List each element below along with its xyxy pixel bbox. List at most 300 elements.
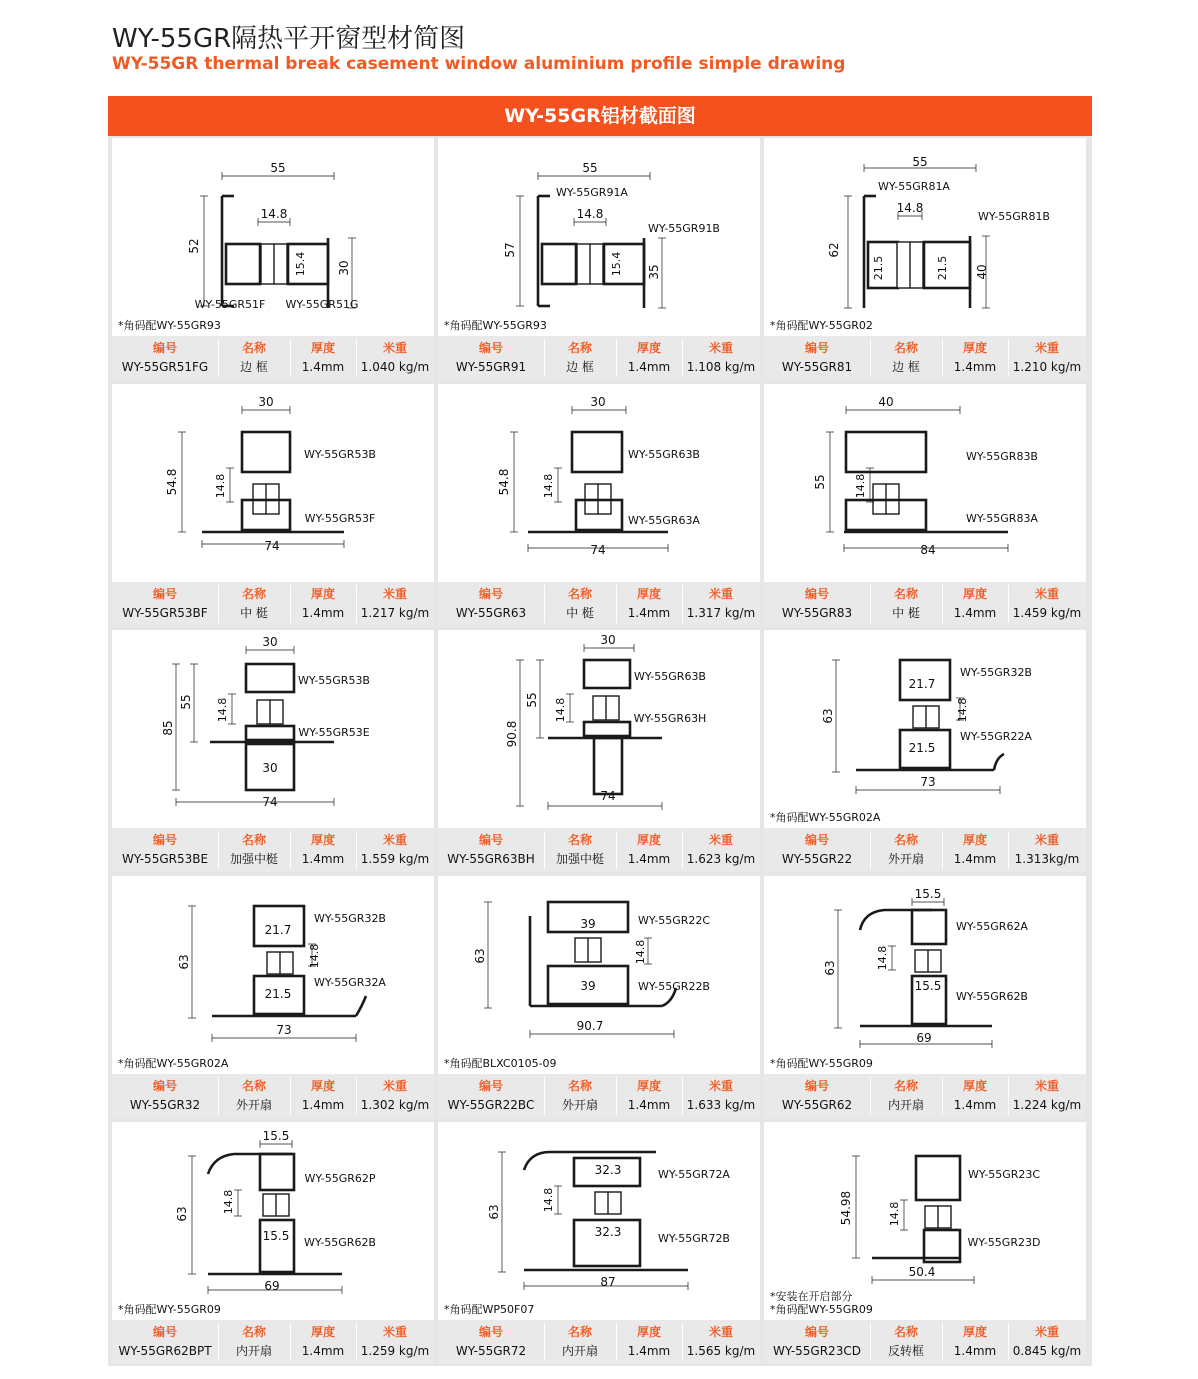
dim-label: 69 [264,1279,280,1293]
dim-label: 57 [503,242,517,258]
spec-header: 名称 [893,1079,918,1093]
spec-column-name [218,336,290,380]
spec-value: 边 框 [892,360,920,374]
dim-label: 14.8 [576,207,604,221]
spec-column-thickness [942,1320,1008,1364]
spec-header: 名称 [241,341,266,355]
spec-header: 厚度 [636,833,661,847]
spec-table [764,828,1086,872]
spec-header: 名称 [567,1079,592,1093]
spec-value: 1.217 kg/m [360,606,430,620]
dim-label: 84 [920,543,936,557]
dim-label: 30 [262,761,278,775]
spec-divider [356,585,357,623]
spec-column-weight [1008,336,1086,380]
spec-value: WY-55GR62 [781,1098,853,1112]
spec-column-weight [682,1320,760,1364]
spec-table [112,1074,434,1118]
spec-divider [218,1077,219,1115]
spec-column-weight [682,336,760,380]
spec-value: 1.4mm [953,852,997,866]
part-label: WY-55GR83B [966,450,1038,463]
spec-header: 编号 [478,341,503,355]
profile-section-drawing [764,630,1086,820]
dim-label: 54.8 [165,468,179,496]
spec-value: 1.459 kg/m [1012,606,1082,620]
profile-note: *角码配WY-55GR02A [118,1057,229,1070]
spec-header: 名称 [893,1325,918,1339]
dim-label: 14.8 [308,943,321,969]
spec-header: 编号 [804,1325,829,1339]
spec-header: 米重 [1034,1079,1059,1093]
spec-value: 外开扇 [561,1098,598,1112]
dim-label: 90.8 [505,720,519,748]
spec-column-code [112,828,218,872]
spec-column-code [764,582,870,626]
profile-card [438,138,760,380]
spec-header: 厚度 [636,1079,661,1093]
spec-divider [544,585,545,623]
spec-divider [682,1077,683,1115]
dim-label: 50.4 [908,1265,936,1279]
spec-value: 1.4mm [301,852,345,866]
part-label: WY-55GR63H [633,712,707,725]
spec-value: 1.4mm [627,606,671,620]
spec-header: 厚度 [310,341,335,355]
spec-column-weight [356,582,434,626]
spec-header: 编号 [804,341,829,355]
dim-label: 14.8 [222,1189,235,1215]
dim-label: 35 [647,264,661,280]
spec-header: 米重 [1034,1325,1059,1339]
spec-divider [870,585,871,623]
spec-value: 1.4mm [953,1344,997,1358]
spec-column-weight [682,1074,760,1118]
dim-label: 55 [582,161,598,175]
spec-column-thickness [616,828,682,872]
spec-column-code [764,336,870,380]
spec-table [112,1320,434,1364]
spec-header: 米重 [382,341,407,355]
spec-divider [942,585,943,623]
spec-value: 1.040 kg/m [360,360,430,374]
dim-label: 30 [590,395,606,409]
profile-section-drawing [764,384,1086,574]
spec-header: 米重 [382,1079,407,1093]
spec-divider [616,831,617,869]
dim-label: 14.8 [542,1187,555,1213]
spec-header: 厚度 [310,1325,335,1339]
spec-value: 1.4mm [301,606,345,620]
spec-divider [942,831,943,869]
spec-table [112,828,434,872]
dim-label: 85 [161,720,175,736]
spec-divider [616,1323,617,1361]
spec-header: 厚度 [636,1325,661,1339]
profile-section-drawing [438,1122,760,1312]
spec-value: WY-55GR62BPT [118,1344,212,1358]
dim-label: 15.4 [610,251,623,277]
spec-column-name [870,1074,942,1118]
spec-header: 厚度 [962,587,987,601]
spec-divider [290,585,291,623]
profile-card [112,384,434,626]
profile-grid [108,136,1092,1366]
spec-value: WY-55GR63BH [447,852,535,866]
spec-column-weight [682,582,760,626]
part-label: WY-55GR62P [304,1172,376,1185]
dim-label: 54.8 [497,468,511,496]
spec-column-code [438,336,544,380]
spec-value: 中 梃 [892,606,920,620]
spec-divider [870,1077,871,1115]
spec-value: WY-55GR81 [781,360,853,374]
spec-header: 厚度 [310,833,335,847]
spec-header: 米重 [382,1325,407,1339]
dim-label: 55 [179,694,193,710]
part-label: WY-55GR81A [878,180,950,193]
spec-header: 米重 [382,833,407,847]
spec-divider [218,585,219,623]
spec-table [764,1320,1086,1364]
spec-divider [682,1323,683,1361]
part-label: WY-55GR23D [967,1236,1041,1249]
profile-section-drawing [438,876,760,1066]
part-label: WY-55GR51G [285,298,359,311]
spec-column-weight [1008,828,1086,872]
dim-label: 14.8 [896,201,924,215]
spec-value: 1.4mm [301,360,345,374]
spec-divider [356,1077,357,1115]
profile-note: *角码配WY-55GR02 [770,319,873,332]
dim-label: 14.8 [634,939,647,965]
spec-table [112,336,434,380]
spec-column-name [870,336,942,380]
spec-header: 名称 [567,587,592,601]
spec-divider [218,831,219,869]
spec-column-thickness [290,1320,356,1364]
dim-label: 63 [177,954,191,970]
dim-label: 69 [916,1031,932,1045]
spec-value: 边 框 [240,360,268,374]
spec-column-thickness [290,582,356,626]
profile-note: *角码配WY-55GR93 [118,319,221,332]
profile-card [112,1122,434,1364]
part-label: WY-55GR53E [298,726,370,739]
dim-label: 39 [580,979,596,993]
spec-header: 名称 [893,341,918,355]
spec-value: 内开扇 [235,1344,272,1358]
part-label: WY-55GR81B [978,210,1050,223]
spec-column-thickness [942,1074,1008,1118]
spec-value: 1.317 kg/m [686,606,756,620]
dim-label: 32.3 [594,1163,622,1177]
spec-column-thickness [616,1320,682,1364]
spec-header: 厚度 [962,341,987,355]
spec-divider [544,831,545,869]
spec-value: 中 梃 [566,606,594,620]
profile-section-drawing [112,384,434,574]
spec-divider [682,831,683,869]
part-label: WY-55GR32B [960,666,1032,679]
spec-value: 1.108 kg/m [686,360,756,374]
spec-column-name [544,582,616,626]
spec-divider [942,1077,943,1115]
dim-label: 14.8 [854,473,867,499]
spec-value: 反转框 [887,1344,924,1358]
spec-divider [356,339,357,377]
spec-header: 名称 [567,341,592,355]
spec-header: 名称 [893,833,918,847]
profile-card [112,138,434,380]
spec-header: 编号 [152,833,177,847]
spec-value: 1.313kg/m [1014,852,1080,866]
dim-label: 14.8 [888,1201,901,1227]
spec-header: 编号 [804,1079,829,1093]
part-label: WY-55GR62B [956,990,1028,1003]
spec-value: WY-55GR51FG [121,360,209,374]
spec-value: 1.4mm [953,1098,997,1112]
spec-column-thickness [616,582,682,626]
part-label: WY-55GR72A [658,1168,730,1181]
dim-label: 73 [920,775,936,789]
dim-label: 52 [187,238,201,254]
spec-header: 米重 [708,1079,733,1093]
spec-column-name [544,1074,616,1118]
dim-label: 21.5 [872,255,885,281]
profile-card [438,630,760,872]
spec-value: 内开扇 [561,1344,598,1358]
part-label: WY-55GR32A [314,976,386,989]
spec-value: WY-55GR32 [129,1098,201,1112]
spec-divider [544,339,545,377]
spec-column-thickness [942,336,1008,380]
dim-label: 30 [337,260,351,276]
spec-table [438,582,760,626]
spec-column-code [438,1074,544,1118]
dim-label: 21.5 [908,741,936,755]
spec-divider [942,1323,943,1361]
spec-column-code [764,828,870,872]
spec-value: 边 框 [566,360,594,374]
dim-label: 40 [975,264,989,280]
spec-header: 编号 [478,587,503,601]
spec-column-thickness [942,582,1008,626]
dim-label: 21.7 [908,677,936,691]
spec-column-code [764,1320,870,1364]
dim-label: 21.7 [264,923,292,937]
spec-column-weight [356,1074,434,1118]
spec-column-weight [356,828,434,872]
spec-column-thickness [290,1074,356,1118]
profile-section-drawing [438,630,760,820]
spec-divider [1008,339,1009,377]
dim-label: 14.8 [214,473,227,499]
part-label: WY-55GR22A [960,730,1032,743]
spec-value: WY-55GR83 [781,606,853,620]
spec-column-thickness [942,828,1008,872]
spec-header: 米重 [708,1325,733,1339]
dim-label: 74 [262,795,278,809]
spec-header: 厚度 [636,587,661,601]
spec-table [438,1320,760,1364]
profile-note: *角码配WY-55GR09 [770,1057,873,1070]
spec-value: 1.559 kg/m [360,852,430,866]
spec-header: 编号 [478,1325,503,1339]
profile-card [764,876,1086,1118]
dim-label: 14.8 [554,697,567,723]
spec-divider [1008,831,1009,869]
profile-section-drawing [112,630,434,820]
dim-label: 63 [175,1206,189,1222]
dim-label: 90.7 [576,1019,604,1033]
spec-column-name [544,336,616,380]
profile-note: *角码配WY-55GR02A [770,811,881,824]
profile-section-drawing [438,138,760,328]
spec-divider [290,339,291,377]
dim-label: 15.5 [914,979,942,993]
dim-label: 74 [264,539,280,553]
spec-value: 外开扇 [235,1098,272,1112]
spec-value: 1.4mm [627,852,671,866]
spec-divider [218,1323,219,1361]
spec-value: 1.259 kg/m [360,1344,430,1358]
spec-column-code [438,828,544,872]
dim-label: 55 [912,155,928,169]
spec-header: 编号 [804,833,829,847]
spec-column-weight [1008,582,1086,626]
spec-header: 名称 [241,587,266,601]
part-label: WY-55GR63B [634,670,706,683]
spec-header: 名称 [567,833,592,847]
profile-card [764,1122,1086,1364]
spec-divider [290,1077,291,1115]
part-label: WY-55GR63B [628,448,700,461]
spec-table [438,1074,760,1118]
dim-label: 73 [276,1023,292,1037]
spec-header: 编号 [152,341,177,355]
spec-column-thickness [616,1074,682,1118]
page-title: WY-55GR隔热平开窗型材简图 [112,24,466,54]
spec-divider [290,1323,291,1361]
spec-table [764,582,1086,626]
spec-value: WY-55GR53BF [122,606,208,620]
spec-column-name [544,1320,616,1364]
dim-label: 40 [878,395,894,409]
spec-value: 1.4mm [301,1098,345,1112]
dim-label: 55 [525,692,539,708]
spec-header: 名称 [241,1325,266,1339]
spec-divider [682,339,683,377]
part-label: WY-55GR23C [967,1168,1041,1181]
profile-card [764,630,1086,872]
spec-divider [1008,585,1009,623]
dim-label: 14.8 [216,697,229,723]
part-label: WY-55GR32B [314,912,386,925]
spec-column-weight [1008,1074,1086,1118]
spec-header: 厚度 [310,587,335,601]
spec-header: 厚度 [636,341,661,355]
profile-section-drawing [438,384,760,574]
dim-label: 63 [487,1204,501,1220]
dim-label: 74 [590,543,606,557]
spec-value: 1.633 kg/m [686,1098,756,1112]
spec-column-code [112,1320,218,1364]
dim-label: 21.5 [264,987,292,1001]
dim-label: 14.8 [876,945,889,971]
spec-divider [616,585,617,623]
dim-label: 62 [827,242,841,258]
profile-note: *角码配WY-55GR09 [118,1303,221,1316]
spec-value: 1.4mm [627,1344,671,1358]
spec-table [438,828,760,872]
spec-header: 米重 [708,341,733,355]
spec-column-thickness [616,336,682,380]
spec-header: 厚度 [310,1079,335,1093]
spec-header: 米重 [1034,587,1059,601]
dim-label: 15.4 [294,251,307,277]
spec-header: 米重 [1034,341,1059,355]
spec-header: 编号 [152,1079,177,1093]
dim-label: 55 [813,474,827,490]
spec-value: 1.4mm [627,360,671,374]
dim-label: 15.5 [262,1129,290,1143]
spec-header: 米重 [708,587,733,601]
spec-value: 加强中梃 [229,852,278,866]
dim-label: 14.8 [956,697,969,723]
profile-section-drawing [112,1122,434,1312]
spec-value: WY-55GR63 [455,606,527,620]
spec-column-name [218,828,290,872]
spec-column-code [112,1074,218,1118]
profile-section-drawing [764,876,1086,1066]
dim-label: 87 [600,1275,616,1289]
spec-header: 米重 [1034,833,1059,847]
spec-value: 1.4mm [301,1344,345,1358]
spec-column-code [112,336,218,380]
spec-value: 1.4mm [953,606,997,620]
spec-value: 0.845 kg/m [1012,1344,1082,1358]
dim-label: 63 [821,708,835,724]
part-label: WY-55GR53F [304,512,376,525]
spec-header: 名称 [893,587,918,601]
dim-label: 63 [823,960,837,976]
spec-value: 中 梃 [240,606,268,620]
dim-label: 39 [580,917,596,931]
profile-note: *角码配WP50F07 [444,1303,535,1316]
spec-divider [218,339,219,377]
spec-divider [616,1077,617,1115]
spec-value: 加强中梃 [555,852,604,866]
spec-value: 1.224 kg/m [1012,1098,1082,1112]
profile-card [438,876,760,1118]
spec-column-name [218,1320,290,1364]
profile-card [112,876,434,1118]
spec-column-weight [356,336,434,380]
dim-label: 14.8 [260,207,288,221]
part-label: WY-55GR22B [638,980,710,993]
part-label: WY-55GR62A [956,920,1028,933]
spec-divider [1008,1077,1009,1115]
part-label: WY-55GR72B [658,1232,730,1245]
dim-label: 15.5 [262,1229,290,1243]
profile-card [764,138,1086,380]
spec-column-name [870,582,942,626]
section-banner: WY-55GR铝材截面图 [108,96,1092,136]
dim-label: 63 [473,948,487,964]
spec-header: 编号 [804,587,829,601]
part-label: WY-55GR83A [966,512,1038,525]
